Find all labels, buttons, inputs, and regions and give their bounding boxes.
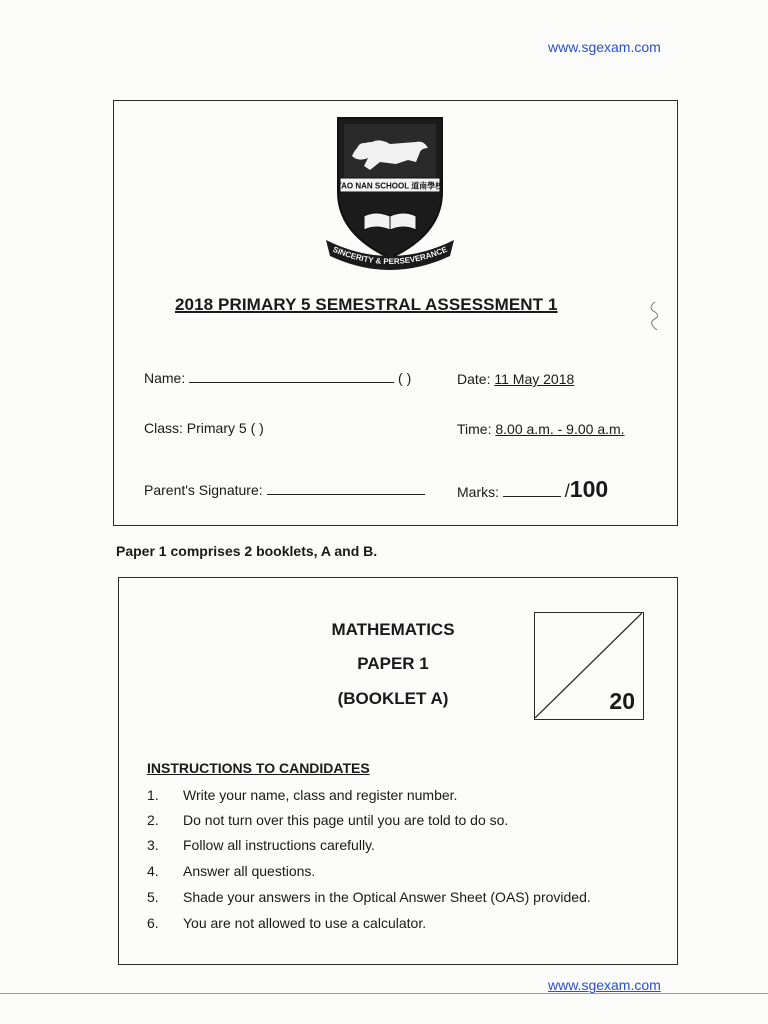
time-value: 8.00 a.m. - 9.00 a.m. [495, 421, 625, 437]
marks-slash: / [564, 481, 570, 501]
assessment-title: 2018 PRIMARY 5 SEMESTRAL ASSESSMENT 1 [175, 295, 558, 314]
marks-total: 100 [569, 476, 609, 502]
signature-label: Parent's Signature: [144, 482, 263, 498]
class-field[interactable]: Class: Primary 5 ( ) [144, 420, 264, 436]
parent-signature-field[interactable] [144, 482, 425, 498]
school-crest-logo [320, 112, 460, 272]
time-label: Time: [457, 421, 492, 437]
instruction-item: 2. Do not turn over this page until you are told to do so. [147, 812, 509, 828]
booklet-title: (BOOKLET A) [337, 689, 449, 708]
marks-label: Marks: [457, 484, 499, 500]
instruction-item: 5. Shade your answers in the Optical Answer Sheet (OAS) provided. [147, 889, 591, 905]
subject-title: MATHEMATICS [331, 620, 455, 639]
instruction-item: 3. Follow all instructions carefully. [147, 837, 375, 853]
paper-title: PAPER 1 [357, 654, 429, 673]
time-field [457, 421, 625, 437]
date-label: Date: [457, 371, 491, 387]
name-blank[interactable] [189, 370, 394, 383]
pen-mark [645, 300, 665, 339]
instruction-item: 1. Write your name, class and register number. [147, 787, 458, 803]
score-box [534, 612, 644, 720]
marks-blank[interactable] [503, 484, 561, 497]
crest-school-name: TAO NAN SCHOOL 道南學校 [336, 181, 444, 191]
instructions-heading: INSTRUCTIONS TO CANDIDATES [147, 760, 370, 776]
score-total: 20 [609, 688, 635, 714]
date-field [457, 371, 574, 387]
signature-blank[interactable] [267, 482, 425, 495]
page-bottom-rule [0, 993, 768, 994]
website-link-bottom[interactable]: www.sgexam.com [548, 977, 661, 993]
date-value: 11 May 2018 [494, 371, 575, 387]
crest-motto: SINCERITY & PERSEVERANCE [331, 244, 449, 267]
booklet-note: Paper 1 comprises 2 booklets, A and B. [116, 543, 378, 559]
website-link-top[interactable]: www.sgexam.com [548, 39, 661, 55]
name-field[interactable] [144, 370, 411, 386]
register-number-brackets[interactable]: ( ) [398, 370, 412, 386]
name-label: Name: [144, 370, 186, 386]
marks-field [457, 476, 608, 503]
instruction-item: 6. You are not allowed to use a calculator. [147, 915, 427, 931]
instruction-item: 4. Answer all questions. [147, 863, 316, 879]
